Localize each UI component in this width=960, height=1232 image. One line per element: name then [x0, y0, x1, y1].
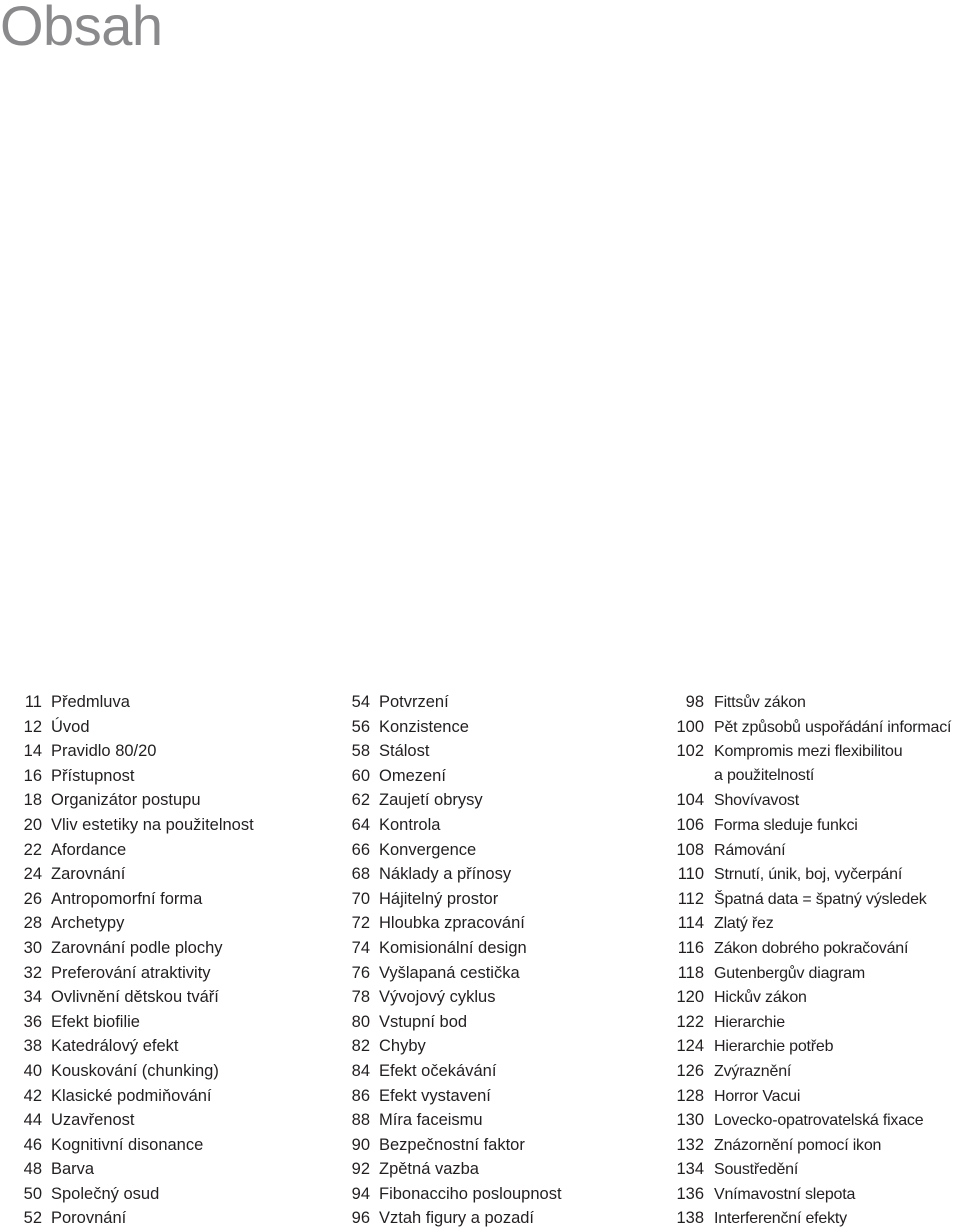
toc-page-number: 98: [685, 693, 704, 711]
toc-entry: [12, 961, 312, 986]
toc-entry-title: Fibonacciho posloupnost: [379, 1184, 562, 1203]
toc-entry: [340, 911, 640, 936]
toc-page-number: 90: [351, 1135, 370, 1154]
toc-page-number: 50: [23, 1184, 42, 1203]
toc-entry: [666, 887, 960, 912]
toc-entry-title: Náklady a přínosy: [379, 865, 512, 884]
toc-entry-title: Uzavřenost: [51, 1111, 135, 1130]
toc-page-number: 42: [23, 1086, 42, 1105]
toc-entry: [666, 715, 960, 740]
toc-page-number: 76: [351, 963, 370, 982]
toc-entry-title: Kompromis mezi flexibilitou: [714, 743, 903, 761]
toc-page-number: 100: [676, 717, 704, 736]
toc-entry: [12, 1182, 312, 1207]
toc-entry: [666, 961, 960, 986]
toc-entry-title: Zarovnání: [51, 865, 126, 884]
toc-entry-title: Interferenční efekty: [714, 1210, 847, 1228]
toc-entry: [340, 961, 640, 986]
toc-entry-title: Gutenbergův diagram: [714, 964, 865, 982]
toc-entry: [12, 715, 312, 740]
toc-page-number: 26: [23, 889, 42, 908]
toc-entry-title: Katedrálový efekt: [51, 1037, 179, 1056]
toc-entry: [12, 764, 312, 789]
toc-entry: [666, 690, 960, 715]
toc-entry-title: Vliv estetiky na použitelnost: [51, 815, 254, 834]
toc-entry-title: Porovnání: [51, 1209, 127, 1228]
toc-entry-title: Afordance: [51, 840, 127, 859]
toc-page-number: 136: [676, 1184, 704, 1203]
toc-entry: [666, 1108, 960, 1133]
toc-entry: [340, 1108, 640, 1133]
toc-entry-title: Antropomorfní forma: [51, 889, 203, 908]
toc-page-number: 94: [351, 1184, 370, 1203]
toc-entry: [12, 862, 312, 887]
toc-page-number: 40: [23, 1061, 42, 1080]
toc-entry-title: Pět způsobů uspořádání informací: [714, 718, 952, 736]
toc-page-number: 60: [351, 766, 370, 785]
toc-entry-title: Strnutí, únik, boj, vyčerpání: [714, 866, 903, 884]
toc-entry-title: Hloubka zpracování: [379, 914, 525, 933]
toc-entry: [666, 1059, 960, 1084]
toc-entry-title: Konzistence: [379, 717, 469, 736]
toc-entry: [12, 1133, 312, 1158]
toc-page-number: 114: [677, 914, 704, 933]
toc-entry-title: Potvrzení: [379, 693, 449, 711]
toc-page-number: 52: [23, 1209, 42, 1228]
toc-page-number: 72: [351, 914, 370, 933]
toc-page-number: 38: [23, 1037, 42, 1056]
toc-entry: [12, 911, 312, 936]
toc-page-number: 132: [676, 1135, 704, 1154]
toc-column-2: [340, 690, 640, 1231]
toc-page-number: 128: [676, 1086, 704, 1105]
toc-entry-title: Zpětná vazba: [379, 1160, 479, 1179]
toc-page-number: 56: [351, 717, 370, 736]
toc-entry-title: Vývojový cyklus: [379, 988, 496, 1007]
toc-page-number: 64: [351, 815, 370, 834]
toc-entry-title: Horror Vacui: [714, 1087, 801, 1105]
toc-entry: [666, 838, 960, 863]
toc-page-number: 70: [351, 889, 370, 908]
toc-entry-title: Organizátor postupu: [51, 791, 201, 810]
toc-entry-title: Stálost: [379, 742, 430, 761]
toc-entry-title: Lovecko-opatrovatelská fixace: [714, 1112, 924, 1130]
toc-entry: [12, 690, 312, 715]
toc-entry: [12, 985, 312, 1010]
toc-entry: [340, 764, 640, 789]
toc-page-number: 78: [351, 988, 370, 1007]
toc-page-number: 62: [351, 791, 370, 810]
toc-entry-title: Shovívavost: [714, 792, 799, 810]
toc-entry: [12, 1084, 312, 1109]
toc-page-number: 126: [676, 1061, 704, 1080]
toc-entry: [666, 862, 960, 887]
toc-entry: [12, 813, 312, 838]
toc-page-number: 32: [23, 963, 42, 982]
toc-page-number: 22: [23, 840, 42, 859]
toc-entry: [666, 985, 960, 1010]
toc-entry: [340, 788, 640, 813]
toc-entry-title: Ovlivnění dětskou tváří: [51, 988, 219, 1007]
toc-entry: [340, 715, 640, 740]
toc-page-number: 104: [676, 791, 704, 810]
toc-entry-title: Konvergence: [379, 840, 477, 859]
toc-entry-title: Barva: [51, 1160, 95, 1179]
toc-entry: [666, 1206, 960, 1231]
toc-page-number: 20: [23, 815, 42, 834]
toc-entry: [666, 911, 960, 936]
toc-page-number: 66: [351, 840, 370, 859]
toc-entry-title: Rámování: [714, 841, 786, 859]
toc-entry-title: Efekt vystavení: [379, 1086, 491, 1105]
toc-entry: [340, 1133, 640, 1158]
toc-entry-title: Komisionální design: [379, 938, 527, 957]
toc-page-number: 102: [676, 742, 704, 761]
toc-page-number: 120: [676, 988, 704, 1007]
toc-entry-title: Klasické podmiňování: [51, 1086, 212, 1105]
toc-page-number: 12: [23, 717, 42, 736]
toc-page-number: 124: [676, 1037, 704, 1056]
toc-entry-title: Vnímavostní slepota: [714, 1185, 856, 1203]
toc-entry-title: Hickův zákon: [714, 989, 807, 1007]
toc-entry: [666, 1084, 960, 1109]
toc-page-number: 96: [351, 1209, 370, 1228]
toc-entry: [340, 985, 640, 1010]
toc-entry: [340, 838, 640, 863]
toc-entry-title: Omezení: [379, 766, 446, 785]
toc-entry-title: Úvod: [51, 717, 90, 736]
toc-entry: [340, 936, 640, 961]
toc-entry-title: Preferování atraktivity: [51, 963, 211, 982]
toc-page-number: 36: [23, 1012, 42, 1031]
toc-entry-title: Soustředění: [714, 1161, 799, 1179]
toc-entry-title: Vstupní bod: [379, 1012, 468, 1031]
toc-entry-title: Míra faceismu: [379, 1111, 483, 1130]
toc-page-number: 86: [351, 1086, 370, 1105]
toc-entry-title: Zlatý řez: [714, 915, 774, 933]
toc-entry: [12, 1010, 312, 1035]
toc-entry: [12, 788, 312, 813]
toc-entry: [340, 1157, 640, 1182]
toc-entry-title: a použitelností: [714, 766, 815, 784]
toc-entry-title: Znázornění pomocí ikon: [714, 1136, 882, 1154]
toc-entry: [12, 838, 312, 863]
toc-entry: [12, 936, 312, 961]
toc-entry-title: Zákon dobrého pokračování: [714, 939, 909, 957]
toc-entry-title: Špatná data = špatný výsledek: [714, 890, 927, 908]
toc-entry-title: Kouskování (chunking): [51, 1061, 219, 1080]
toc-entry: [340, 887, 640, 912]
toc-page-number: 112: [677, 889, 704, 908]
toc-page-number: 82: [351, 1037, 370, 1056]
toc-entry-title: Hierarchie potřeb: [714, 1038, 834, 1056]
toc-page-number: 16: [23, 766, 42, 785]
toc-page-number: 68: [351, 865, 370, 884]
toc-entry-title: Fittsův zákon: [714, 694, 806, 711]
toc-page-number: 116: [677, 938, 704, 957]
toc-page-number: 24: [23, 865, 42, 884]
toc-entry: [666, 1133, 960, 1158]
toc-page-number: 80: [351, 1012, 370, 1031]
toc-entry-title: Vyšlapaná cestička: [379, 963, 520, 982]
toc-page-number: 30: [23, 938, 42, 957]
toc-page-number: 58: [351, 742, 370, 761]
toc-entry-title: Bezpečnostní faktor: [379, 1135, 525, 1154]
toc-page-number: 44: [23, 1111, 42, 1130]
toc-entry-title: Zvýraznění: [714, 1062, 792, 1080]
toc-page-number: 28: [23, 914, 42, 933]
toc-column-3: [666, 690, 960, 1231]
toc-page-number: 122: [676, 1012, 704, 1031]
toc-entry-title: Efekt biofilie: [51, 1012, 140, 1031]
toc-page-number: 92: [351, 1160, 370, 1179]
toc-entry-title: Vztah figury a pozadí: [379, 1209, 535, 1228]
toc-entry-title: Kognitivní disonance: [51, 1135, 204, 1154]
toc-page-number: 88: [351, 1111, 370, 1130]
toc-entry: [666, 788, 960, 813]
toc-entry: [666, 1010, 960, 1035]
toc-entry: [340, 1084, 640, 1109]
toc-entry: [340, 739, 640, 764]
toc-page-number: 74: [351, 938, 370, 957]
toc-page-number: 46: [23, 1135, 42, 1154]
toc-page-number: 84: [351, 1061, 370, 1080]
toc-entry: [666, 764, 960, 789]
toc-entry-title: Kontrola: [379, 815, 441, 834]
toc-entry: [666, 936, 960, 961]
toc-page-number: 54: [351, 693, 370, 711]
toc-entry: [666, 1034, 960, 1059]
toc-entry-title: Hájitelný prostor: [379, 889, 499, 908]
toc-entry: [666, 813, 960, 838]
toc-entry-title: Pravidlo 80/20: [51, 742, 157, 761]
toc-entry: [666, 739, 960, 764]
toc-entry: [12, 1108, 312, 1133]
toc-entry-title: Zaujetí obrysy: [379, 791, 483, 810]
page-title: Obsah: [0, 0, 163, 57]
toc-page-number: 118: [677, 963, 704, 982]
toc-entry-title: Forma sleduje funkci: [714, 816, 858, 834]
toc-entry: [340, 1034, 640, 1059]
toc-entry: [340, 813, 640, 838]
toc-entry: [666, 1182, 960, 1207]
toc-column-1: [12, 690, 312, 1231]
toc-entry: [12, 739, 312, 764]
toc-entry: [340, 1182, 640, 1207]
toc-page-number: 130: [676, 1111, 704, 1130]
toc-entry: [340, 690, 640, 715]
toc-entry-title: Hierarchie: [714, 1013, 785, 1031]
toc-page-number: 11: [24, 693, 42, 711]
toc-page-number: 14: [23, 742, 42, 761]
toc-entry: [12, 1034, 312, 1059]
toc-entry-title: Archetypy: [51, 914, 125, 933]
toc-entry-title: Společný osud: [51, 1184, 160, 1203]
toc-entry-title: Předmluva: [51, 693, 130, 711]
toc-entry: [340, 1010, 640, 1035]
toc-page-number: 48: [23, 1160, 42, 1179]
toc-entry: [666, 1157, 960, 1182]
toc-page-number: 106: [676, 815, 704, 834]
toc-entry-title: Zarovnání podle plochy: [51, 938, 223, 957]
toc-page-number: 134: [676, 1160, 704, 1179]
toc-entry: [340, 1059, 640, 1084]
toc-entry: [12, 1059, 312, 1084]
toc-page-number: 34: [23, 988, 42, 1007]
toc-entry: [12, 1157, 312, 1182]
toc-page-number: 108: [676, 840, 704, 859]
toc-entry: [12, 887, 312, 912]
toc-page-number: 138: [676, 1209, 704, 1228]
toc-entry-title: Efekt očekávání: [379, 1061, 497, 1080]
toc-entry-title: Přístupnost: [51, 766, 135, 785]
toc-page-number: 18: [23, 791, 42, 810]
toc-entry: [340, 1206, 640, 1231]
toc-entry-title: Chyby: [379, 1037, 426, 1056]
toc-entry: [12, 1206, 312, 1231]
toc-entry: [340, 862, 640, 887]
toc-page-number: 110: [677, 865, 704, 884]
